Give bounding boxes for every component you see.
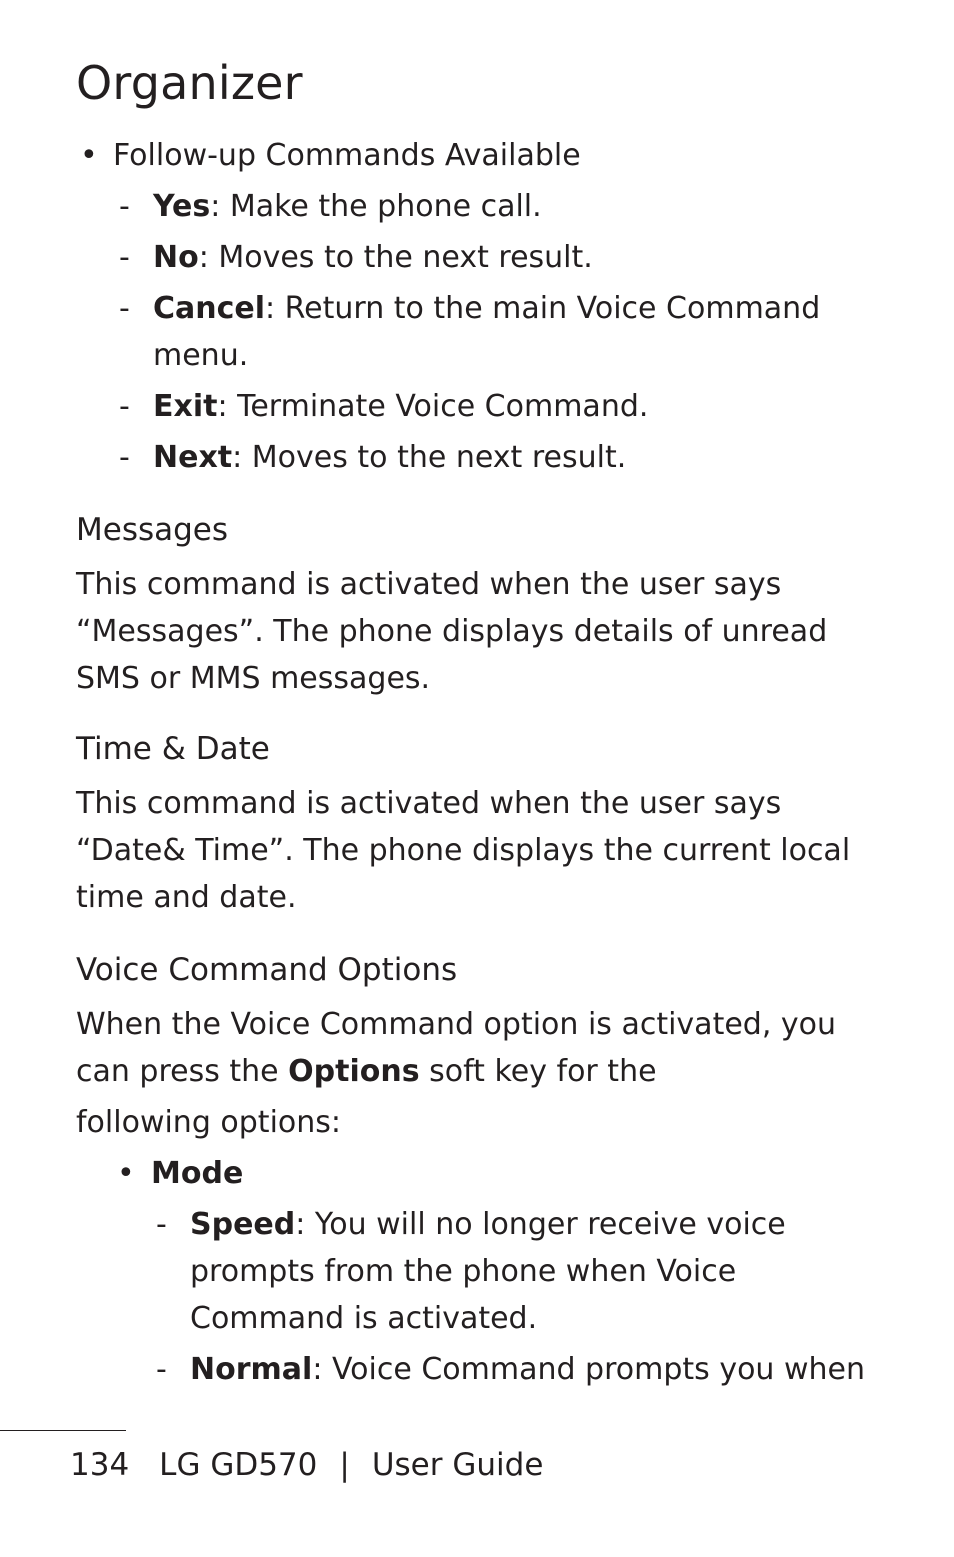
command-desc: : Return to the main Voice Command — [265, 291, 821, 326]
command-key: No — [153, 240, 199, 275]
dash-marker: - — [119, 440, 130, 475]
mode-desc-continued: prompts from the phone when Voice — [190, 1254, 737, 1289]
command-key: Yes — [153, 189, 211, 224]
time-date-paragraph — [76, 780, 866, 921]
mode-key: Speed — [190, 1207, 296, 1242]
paragraph-line: “Messages”. The phone displays details of unread — [76, 614, 828, 649]
paragraph-line: When the Voice Command option is activated, you — [76, 1007, 837, 1042]
command-item-no — [119, 234, 866, 281]
options-paragraph — [76, 1001, 866, 1146]
mode-desc: : You will no longer receive voice — [295, 1207, 786, 1242]
dash-marker: - — [119, 240, 130, 275]
footer-rule — [0, 1430, 126, 1431]
section-heading-options: Voice Command Options — [76, 952, 458, 988]
mode-desc-continued: Command is activated. — [190, 1301, 538, 1336]
paragraph-line-pre: can press the — [76, 1054, 289, 1089]
followup-bullet — [76, 132, 866, 179]
options-softkey-label: Options — [288, 1054, 420, 1089]
command-desc: : Make the phone call. — [210, 189, 542, 224]
paragraph-line-post: soft key for the — [419, 1054, 657, 1089]
command-desc: : Moves to the next result. — [198, 240, 593, 275]
mode-key: Normal — [190, 1352, 313, 1387]
command-desc: : Terminate Voice Command. — [217, 389, 649, 424]
paragraph-line: SMS or MMS messages. — [76, 661, 431, 696]
command-key: Next — [153, 440, 233, 475]
mode-bullet — [117, 1150, 866, 1197]
mode-item-normal — [156, 1346, 866, 1393]
mode-desc: : Voice Command prompts you when — [312, 1352, 865, 1387]
dash-marker: - — [119, 389, 130, 424]
mode-label: Mode — [151, 1156, 244, 1191]
dash-marker: - — [156, 1352, 167, 1387]
page-title: Organizer — [76, 56, 303, 110]
paragraph-line: This command is activated when the user says — [76, 786, 782, 821]
paragraph-line: “Date& Time”. The phone displays the current local — [76, 833, 851, 868]
mode-list — [76, 1150, 866, 1393]
section-heading-time-date: Time & Date — [76, 731, 270, 767]
dash-marker: - — [156, 1207, 167, 1242]
mode-sub-list — [151, 1201, 866, 1393]
command-item-next — [119, 434, 866, 481]
messages-paragraph — [76, 561, 866, 702]
paragraph-line: This command is activated when the user says — [76, 567, 782, 602]
bullet-marker: • — [80, 138, 98, 173]
bullet-marker: • — [117, 1156, 135, 1191]
page-footer — [70, 1443, 543, 1487]
dash-marker: - — [119, 291, 130, 326]
mode-item-speed — [156, 1201, 866, 1342]
command-desc-continued: menu. — [153, 338, 249, 373]
command-key: Cancel — [153, 291, 266, 326]
footer-guide: User Guide — [371, 1447, 544, 1483]
command-item-cancel — [119, 285, 866, 379]
page-number: 134 — [70, 1447, 130, 1483]
command-item-exit — [119, 383, 866, 430]
page-content — [76, 132, 866, 1393]
section-heading-messages: Messages — [76, 512, 229, 548]
command-item-yes — [119, 183, 866, 230]
followup-heading: Follow-up Commands Available — [113, 138, 581, 173]
command-key: Exit — [153, 389, 218, 424]
command-desc: : Moves to the next result. — [232, 440, 627, 475]
dash-marker: - — [119, 189, 130, 224]
paragraph-line: following options: — [76, 1105, 342, 1140]
followup-command-list — [76, 183, 866, 481]
footer-model: LG GD570 — [159, 1447, 318, 1483]
footer-separator: | — [339, 1447, 350, 1483]
paragraph-line: time and date. — [76, 880, 297, 915]
